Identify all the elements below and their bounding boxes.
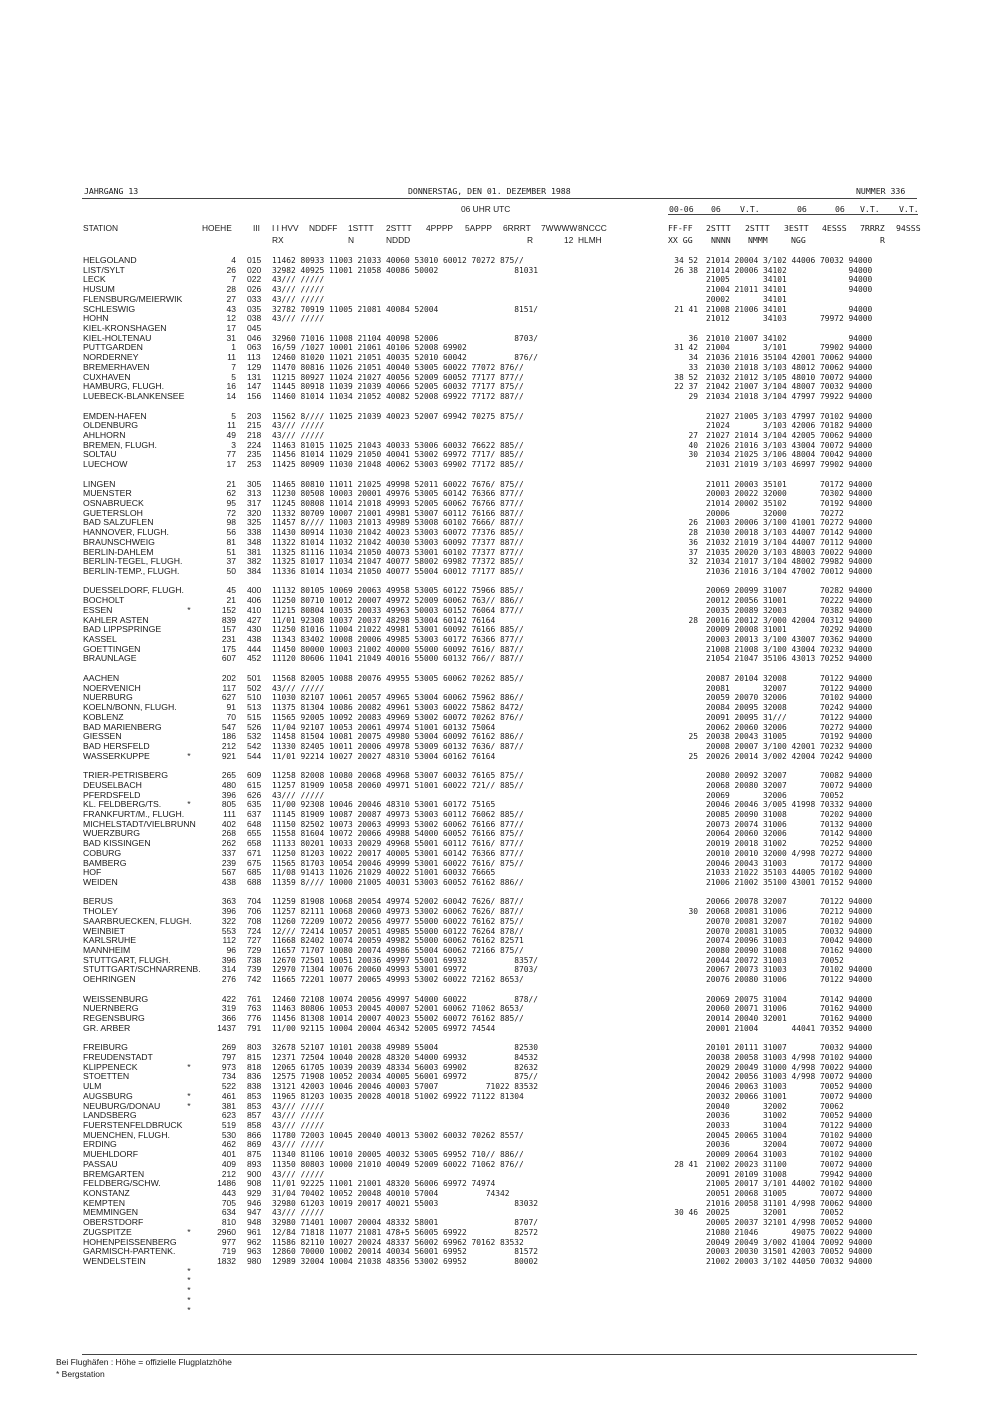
obs-time-label: 06 UHR UTC xyxy=(461,204,511,214)
extreme-temperature-groups: 21014 20004 3/102 44006 70032 94000 21014 20006 34102 94000 21005 34101 94000 21004 21011 34101 94000 20002 34101 21008 21006 34101 94000 21012 34103 79972 94000 21010 21007 34102 94000 21004 3/101 79902 94000 21036 21016 35104 42001 70062 94000 21030 21018 3/103 48012 70062 94000 21032 21012 3/105 48010 70072 94000 21042 21007 3/104 48007 70032 94000 21034 21018 3/104 47997 79922 94000 21027 21005 3/103 47997 70102 94000 21024 3/103 42006 70182 94000 21027 21014 3/104 42005 70062 94000 21026 21016 3/103 43004 70072 94000 21034 21025 3/106 48004 70042 94000 21031 21019 3/103 46997 79902 94000 21011 20003 35101 70172 94000 20003 20022 32000 70302 94000 21014 20002 35102 70192 94000 20006 32000 70272 21003 20006 3/100 41001 70272 94000 21030 20018 3/103 44007 70142 94000 21032 21019 3/104 44007 70112 94000 21035 20020 3/103 48003 70022 94000 21034 21017 3/104 48002 79982 94000 21036 21016 3/104 47002 70012 94000 20069 20099 31007 70282 94000 20012 20056 31001 70222 94000 20035 20089 32003 70382 94000 20016 20012 3/000 42004 70312 94000 20009 20008 31001 70292 94000 20003 20013 3/100 43007 70362 94000 21008 21008 3/100 43004 70232 94000 21054 21047 35106 43013 70252 94000 20087 20104 32008 70122 94000 20081 32007 70122 94000 20059 20070 32006 70102 94000 20084 20095 32008 70242 94000 20091 20095 31/// 70122 94000 20062 20060 32006 70272 94000 20038 20043 31005 70192 94000 20008 20007 3/100 42001 70232 94000 20026 20014 3/002 42004 70242 94000 20080 20092 32007 70082 94000 20068 20080 32007 70072 94000 20069 32006 70052 20046 20046 3/005 41998 70332 94000 20085 20090 31008 70202 94000 20073 20074 31006 70132 94000 20064 20060 32006 70142 94000 20019 20018 31002 70252 94000 20010 20010 32000 4/998 70272 94000 20046 20043 31003 70172 94000 21033 21022 35103 44005 70102 94000 21006 21002 35100 43001 70152 94000 20066 20078 32007 70122 94000 20068 20081 31006 70212 94000 20070 20081 32007 70102 94000 20070 20081 31005 70032 94000 20074 20096 31003 70042 94000 20080 20090 31008 70162 94000 20044 20072 31003 70052 20067 20073 31003 70102 94000 20076 20080 31006 70122 94000 20069 20075 31004 70142 94000 20060 20071 31006 70162 94000 20014 20040 32001 70162 94000 20001 21004 44041 70352 94000 20101 20111 31007 70032 94000 20038 20058 31003 4/998 70102 94000 20029 20049 31000 4/998 70022 94000 20042 20056 31003 4/998 70072 94000 20046 20063 31003 70052 94000 20032 20066 31001 70072 94000 20040 32002 70062 20036 31002 70052 94000 20033 31004 70122 94000 20045 20065 31004 70102 94000 20036 32004 70072 94000 20009 20064 31003 70102 94000 21002 20023 31100 70072 94000 20091 20109 31008 79942 94000 21005 20017 3/101 44002 70102 94000 20051 20068 31005 70072 94000 21016 20058 31101 4/998 70062 94000 20025 32001 70052 20005 20037 32101 4/998 70052 94000 21080 21046 49075 70022 94000 20049 20049 3/002 41004 70092 94000 20003 20030 31501 42003 70052 94000 21002 20003 3/102 44050 70032 94000 xyxy=(706,256,873,1267)
footnote-airports: Bei Flughäfen : Höhe = offizielle Flugplatzhöhe xyxy=(56,1357,232,1367)
col-nmmm: NMMM xyxy=(748,235,768,245)
mountain-station-markers: * * * * * * * * * * * * xyxy=(187,604,191,1315)
bottom-rule xyxy=(82,1354,917,1355)
col-xx-gg: XX GG xyxy=(668,235,693,245)
col-iii: III xyxy=(253,223,260,233)
col-hlmh: HLMH xyxy=(578,235,602,245)
col-r-right: R xyxy=(880,235,885,245)
masthead-rule xyxy=(82,198,917,199)
right-header-rule xyxy=(668,214,918,215)
date-label: DONNERSTAG, DEN 01. DEZEMBER 1988 xyxy=(408,186,571,196)
col-nddd: NDDD xyxy=(386,235,411,245)
observation-groups: 11462 80933 11003 21033 40060 53010 60012 70272 875// 32982 40925 11001 21058 40086 50002 81031 43/// ///// 43/// ///// 43/// ///// 32782 70919 11005 21081 40084 52004 8151/ 43/// ///// 32960 71016 11008 21104 40098 52006 8703/ 16/59 /1027 10001 21061 40106 52008 69902 12460 81020 11021 21051 40035 52010 60042 876// 11470 80816 11026 21051 40040 53005 60022 77072 876// 11215 80927 11024 21027 40056 52009 60052 77177 877// 11445 80918 11039 21039 40066 52005 60032 77177 875// 11460 81014 11034 21052 40082 52008 69922 77172 887// 11562 8//// 11025 21039 40023 52007 69942 70275 875// 43/// ///// 43/// ///// 11463 81015 11025 21043 40033 53006 60032 76622 885// 11456 81014 11029 21050 40041 53002 69972 7717/ 885// 11425 80909 11030 21048 40062 53003 69902 77172 885// 11465 80810 11011 21025 49998 52011 60022 7676/ 875// 11230 80508 10003 20001 49976 53005 60142 76366 877// 11245 80808 11014 21018 49993 52005 60062 76766 877// 11332 80709 10007 21001 49981 53007 60112 76166 887// 11457 8//// 11003 21013 49989 53008 60102 7666/ 887// 11430 80914 11030 21042 40023 53003 60072 77376 885// 11322 81014 11032 21042 40030 53003 60092 77377 887// 11325 81116 11034 21050 40073 53001 60102 77377 877// 11325 81017 11034 21047 40077 58002 69982 77372 885// 11336 81014 11034 21050 40077 55004 60012 77177 885// 11132 80105 10069 20063 49958 53005 60122 75966 885// 11250 80710 10012 20007 49972 52009 60062 763// 886// 11215 80804 10035 20033 49963 50003 60152 76064 877// 11/01 92308 10037 20037 48298 53004 60142 76164 11250 81016 11004 21022 49981 53001 60092 76166 885// 11343 83402 10008 20006 49985 53003 60172 76366 877// 11450 80000 10003 21002 40000 55000 60092 7616/ 887// 11120 80606 11041 21049 40016 55000 60132 766// 887// 11568 82005 10088 20076 49955 53005 60062 70262 885// 43/// ///// 11030 82107 10061 20057 49965 53004 60062 75962 886// 11375 81304 10086 20082 49961 53003 60022 75862 8472/ 11565 92005 10092 20083 49969 53002 60072 70262 876// 11/04 92107 10053 20061 49974 51001 60132 75064 11458 81504 10081 20075 49980 53004 60092 76162 886// 11330 82405 10011 20006 49978 53009 60132 7636/ 887// 11/01 92214 10027 20027 48310 53004 60162 76164 11258 82008 10080 20068 49968 53007 60032 76165 875// 11257 81909 10058 20060 49971 51001 60022 721// 885// 43/// ///// 11/00 92308 10046 20046 48310 53001 60172 75165 11145 81909 10087 20087 49973 53003 60112 76062 885// 11150 82502 10073 20063 49993 53002 60062 76166 877// 11558 81604 10072 20066 49988 54000 60052 76166 875// 11133 80201 10033 20029 49968 55001 60112 7616/ 877// 11250 81203 10022 20017 40005 53001 60142 76366 877// 11565 81703 10054 20046 49999 53001 60022 7616/ 875// 11/08 91413 11026 21029 40022 51001 60032 76665 11359 8//// 10000 21005 40031 53003 60052 76162 886// 11259 81908 10068 20054 49974 52002 60042 7626/ 887// 11257 82111 10068 20060 49973 53002 60062 7626/ 887// 11260 72209 10072 20056 49977 55000 60022 76162 875// 12/// 72414 10057 20051 49985 55000 60122 76264 878// 11668 82402 10074 20059 49982 55000 60062 76162 82571 11657 71707 10080 20074 49986 55004 60062 72166 875// 12670 72501 10051 20036 49997 55001 69932 8357/ 12970 71304 10076 20060 49993 53001 69972 8703/ 11665 72201 10077 20065 49993 53002 60022 72162 8653/ 12460 72108 10074 20056 49997 54000 60022 878// 11463 80806 10053 20045 40007 52001 60062 71062 8653/ 11456 81308 10014 20007 40023 55002 60072 76162 885// 11/00 92115 10004 20004 46342 52005 69972 74544 32678 52107 10101 20038 49989 55004 82530 12371 72504 10040 20028 48320 54000 69932 84532 12065 61705 10039 20039 48334 56003 69902 82632 12575 71908 10052 20034 40005 56001 69972 875// 13121 42003 10046 20046 40003 57007 71022 83532 11965 81203 10035 20028 40018 51002 69922 71122 81304 43/// ///// 43/// ///// 43/// ///// 11780 72003 10045 20040 40013 53002 60032 70262 8557/ 43/// ///// 11340 81106 10010 20005 40032 53005 69952 710// 886// 11350 80803 10000 21010 40049 52009 60022 71062 876// 43/// ///// 11/01 92225 11001 21001 48320 56006 69972 74974 31/04 70402 10052 20048 40010 57004 74342 32980 61203 10019 20017 40021 55003 83032 43/// ///// 32980 71401 10007 20004 48332 58001 8707/ 12/84 71818 11077 21081 478+5 56005 69922 82572 11586 82110 10027 20024 48337 56002 69962 70162 83532 12860 70000 10002 20014 40034 56001 69952 81572 12989 32004 10004 21038 48356 53002 69952 80002 xyxy=(272,256,539,1267)
col-r: R xyxy=(527,235,534,245)
col-94sss: 94SSS xyxy=(896,223,921,233)
footnote-mountain-station: * Bergstation xyxy=(56,1369,105,1379)
col-nddff: NDDFF xyxy=(309,223,338,233)
col-1sttt: 1STTT xyxy=(348,223,374,233)
col-hoehe: HOEHE xyxy=(202,223,232,233)
col-rx: RX xyxy=(272,235,284,245)
station-numbers: 015 020 022 026 033 035 038 045 046 063 113 129 131 147 156 203 215 218 224 235 253 305 313 317 320 325 338 348 381 382 384 400 406 410 427 430 438 444 452 501 502 510 513 515 526 532 542 544 609 615 626 635 637 648 655 658 671 675 685 688 704 706 708 724 727 729 738 739 742 761 763 776 791 803 815 818 836 838 853 853 857 858 866 869 875 893 900 908 929 946 947 948 961 962 963 980 xyxy=(247,255,262,1267)
col-7wwww: 7WWWW xyxy=(541,223,578,233)
period-06a: 06 xyxy=(711,204,721,214)
col-2sttt: 2STTT xyxy=(386,223,412,233)
station-names: HELGOLAND LIST/SYLT LECK HUSUM FLENSBURG/MEIERWIK SCHLESWIG HOHN KIEL-KRONSHAGEN KIEL-HOLTENAU PUTTGARDEN NORDERNEY BREMERHAVEN CUXHAVEN HAMBURG, FLUGH. LUEBECK-BLANKENSEE EMDEN-HAFEN OLDENBURG AHLHORN BREMEN, FLUGH. SOLTAU LUECHOW LINGEN MUENSTER OSNABRUECK GUETERSLOH BAD SALZUFLEN HANNOVER, FLUGH. BRAUNSCHWEIG BERLIN-DAHLEM BERLIN-TEGEL, FLUGH. BERLIN-TEMP., FLUGH. DUESSELDORF, FLUGH. BOCHOLT ESSEN KAHLER ASTEN BAD LIPPSPRINGE KASSEL GOETTINGEN BRAUNLAGE AACHEN NOERVENICH NUERBURG KOELN/BONN, FLUGH. KOBLENZ BAD MARIENBERG GIESSEN BAD HERSFELD WASSERKUPPE TRIER-PETRISBERG DEUSELBACH PFERDSFELD KL. FELDBERG/TS. FRANKFURT/M., FLUGH. MICHELSTADT/VIELBRUNN WUERZBURG BAD KISSINGEN COBURG BAMBERG HOF WEIDEN BERUS THOLEY SAARBRUECKEN, FLUGH. WEINBIET KARLSRUHE MANNHEIM STUTTGART, FLUGH. STUTTGART/SCHNARRENB. OEHRINGEN WEISSENBURG NUERNBERG REGENSBURG GR. ARBER FREIBURG FREUDENSTADT KLIPPENECK STOETTEN ULM AUGSBURG NEUBURG/DONAU LANDSBERG FUERSTENFELDBRUCK MUENCHEN, FLUGH. ERDING MUEHLDORF PASSAU BREMGARTEN FELDBERG/SCHW. KONSTANZ KEMPTEN MEMMINGEN OBERSTDORF ZUGSPITZE HOHENPEISSENBERG GARMISCH-PARTENK. WENDELSTEIN xyxy=(83,255,201,1267)
col-8nccc: 8NCCC xyxy=(578,223,607,233)
col-n: N xyxy=(348,235,355,245)
volume-label: JAHRGANG 13 xyxy=(84,186,139,196)
col-4pppp: 4PPPP xyxy=(426,223,454,233)
period-vt-a: V.T. xyxy=(740,204,760,214)
col-nnnn: NNNN xyxy=(711,235,731,245)
period-vt-b: V.T. xyxy=(860,204,880,214)
col-6rrrt: 6RRRT xyxy=(503,223,531,233)
col-ngg: NGG xyxy=(791,235,806,245)
col-ff-ff: FF-FF xyxy=(668,223,693,233)
period-06b: 06 xyxy=(797,204,807,214)
gust-groups: 34 52 26 38 21 41 36 31 42 34 33 38 52 22 37 29 27 40 30 26 28 36 37 32 28 25 25 30 28 41 30 46 xyxy=(674,256,698,1218)
col-7rrrz: 7RRRZ xyxy=(860,223,885,233)
period-vt-c: V.T. xyxy=(899,204,919,214)
col-station: STATION xyxy=(83,223,119,233)
col-5appp: 5APPP xyxy=(465,223,493,233)
issue-number: NUMMER 336 xyxy=(856,186,906,196)
period-0006: 00-06 xyxy=(669,204,694,214)
col-4esss: 4ESSS xyxy=(822,223,847,233)
period-06c: 06 xyxy=(835,204,845,214)
col-iihvv: I I HVV xyxy=(272,223,299,233)
station-heights: 4 26 7 28 27 43 12 17 31 1 11 7 5 16 14 5 11 49 3 77 17 21 62 95 72 98 56 81 51 37 50 45 21 152 839 157 231 175 607 202 117 627 91 70 547 186 212 921 265 480 396 805 111 402 268 262 337 239 567 438 363 396 322 553 112 96 396 314 276 422 319 366 1437 269 797 973 734 522 461 381 623 519 530 462 401 409 212 1486 443 705 634 810 2960 977 719 1832 xyxy=(217,255,236,1267)
col-2sttt-a: 2STTT xyxy=(706,223,731,233)
col-12: 12 xyxy=(564,235,574,245)
col-3estt: 3ESTT xyxy=(784,223,809,233)
col-2sttt-b: 2STTT xyxy=(745,223,770,233)
